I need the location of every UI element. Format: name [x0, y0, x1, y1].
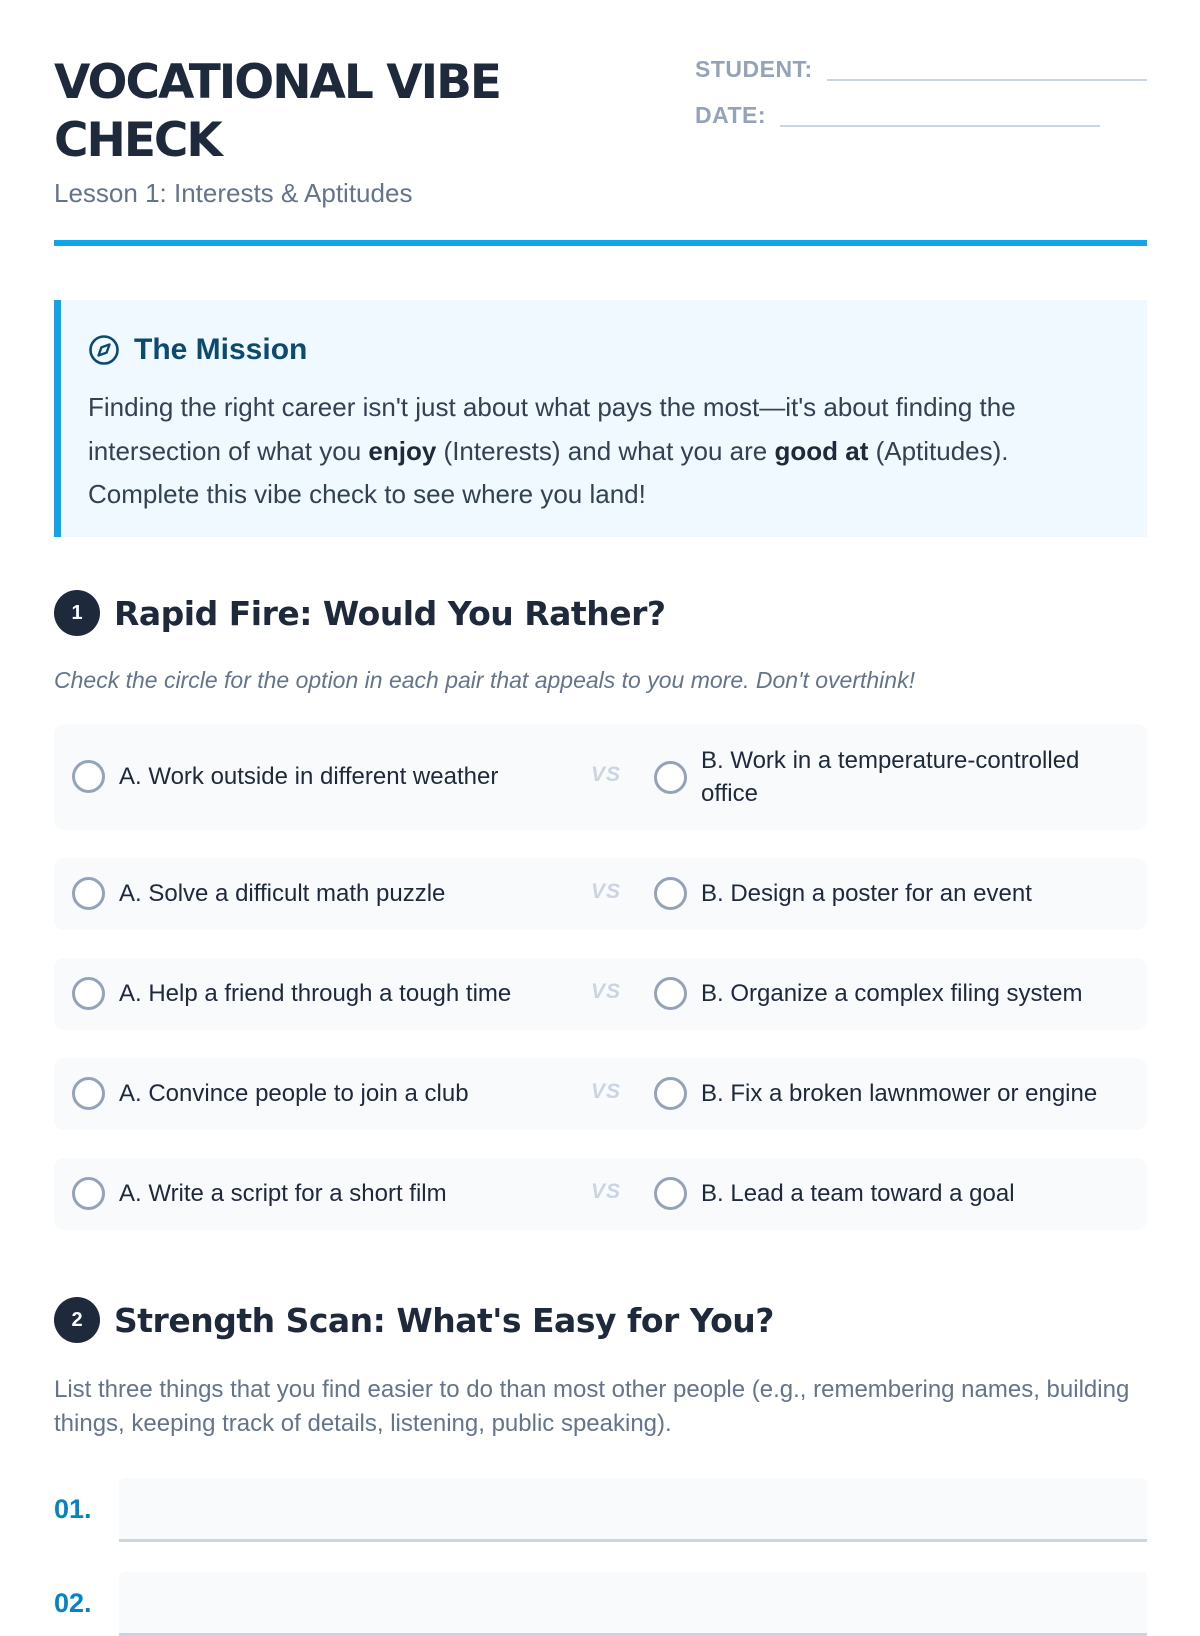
option-a-label: A. Work outside in different weather — [119, 763, 499, 790]
mission-bold-enjoy: enjoy — [368, 435, 437, 466]
section-1-heading — [54, 590, 666, 636]
vs-label: VS — [591, 763, 622, 786]
student-label: STUDENT: — [695, 56, 813, 82]
vs-label: VS — [591, 980, 622, 1003]
mission-text-part-2: (Interests) and what you are — [436, 435, 775, 466]
radio-circle[interactable] — [654, 1077, 687, 1110]
radio-circle[interactable] — [72, 977, 105, 1010]
option-a[interactable] — [72, 1077, 469, 1110]
radio-circle[interactable] — [72, 1177, 105, 1210]
header-divider — [54, 240, 1147, 246]
vs-label: VS — [591, 880, 622, 903]
worksheet-page — [54, 0, 1147, 1618]
choice-pair — [54, 724, 1147, 830]
option-b-label: B. Lead a team toward a goal — [701, 1180, 1015, 1207]
option-a-label: A. Help a friend through a tough time — [119, 980, 512, 1007]
section-1-title: Rapid Fire: Would You Rather? — [114, 593, 666, 633]
mission-heading — [88, 332, 1117, 368]
date-line[interactable] — [780, 125, 1100, 127]
section-1-instructions: Check the circle for the option in each pair that appeals to you more. Don't overthink! — [54, 667, 915, 693]
section-2-instructions: List three things that you find easier to do than most other people (e.g., remembering names, building things, keeping track of details, listening, public speaking). — [54, 1376, 1130, 1437]
option-b[interactable] — [654, 877, 1124, 910]
option-a-label: A. Write a script for a short film — [119, 1180, 447, 1207]
student-name-line[interactable] — [827, 79, 1147, 81]
choice-pair — [54, 958, 1147, 1030]
entry-number: 01. — [54, 1494, 92, 1524]
choice-pair — [54, 1058, 1147, 1130]
page-title: VOCATIONAL VIBE CHECK — [54, 55, 501, 168]
radio-circle[interactable] — [72, 1077, 105, 1110]
mission-callout — [54, 300, 1147, 537]
section-2-title: Strength Scan: What's Easy for You? — [114, 1300, 774, 1340]
entry-input-box[interactable] — [119, 1572, 1147, 1636]
radio-circle[interactable] — [654, 761, 687, 794]
option-b-label: B. Organize a complex filing system — [701, 980, 1083, 1007]
option-b-label: B. Design a poster for an event — [701, 880, 1032, 907]
option-b[interactable] — [654, 1077, 1124, 1110]
radio-circle[interactable] — [72, 760, 105, 793]
mission-title: The Mission — [134, 333, 308, 366]
entry-input-box[interactable] — [119, 1478, 1147, 1542]
option-a[interactable] — [72, 1177, 447, 1210]
mission-text-part-1: Finding the right career isn't just about what pays the most—it's about finding the intersection of what you — [88, 392, 1016, 466]
date-label: DATE: — [695, 102, 767, 128]
student-field — [695, 56, 1147, 83]
radio-circle[interactable] — [654, 877, 687, 910]
option-a[interactable] — [72, 977, 511, 1010]
vs-label: VS — [591, 1080, 622, 1103]
section-number-badge: 1 — [54, 590, 100, 636]
compass-icon — [88, 334, 120, 366]
choice-pair — [54, 858, 1147, 930]
worksheet-header — [54, 0, 1147, 248]
radio-circle[interactable] — [654, 1177, 687, 1210]
option-b[interactable] — [654, 744, 1124, 810]
radio-circle[interactable] — [72, 877, 105, 910]
option-b[interactable] — [654, 977, 1124, 1010]
mission-text — [88, 386, 1117, 517]
option-b-label: B. Fix a broken lawnmower or engine — [701, 1080, 1098, 1107]
option-b-label: B. Work in a temperature-controlled office — [701, 747, 1080, 807]
radio-circle[interactable] — [654, 977, 687, 1010]
option-a-label: A. Solve a difficult math puzzle — [119, 880, 446, 907]
option-a[interactable] — [72, 877, 445, 910]
mission-text-part-3: (Aptitudes). Complete this vibe check to see where you land! — [88, 435, 1009, 509]
date-field — [695, 102, 1100, 129]
option-a[interactable] — [72, 760, 498, 793]
section-2-heading — [54, 1297, 774, 1343]
option-a-label: A. Convince people to join a club — [119, 1080, 469, 1107]
vs-label: VS — [591, 1180, 622, 1203]
lesson-subtitle: Lesson 1: Interests & Aptitudes — [54, 178, 413, 208]
section-number-badge: 2 — [54, 1297, 100, 1343]
mission-bold-good-at: good at — [774, 435, 869, 466]
choice-pair — [54, 1158, 1147, 1230]
option-b[interactable] — [654, 1177, 1124, 1210]
entry-number: 02. — [54, 1588, 92, 1618]
